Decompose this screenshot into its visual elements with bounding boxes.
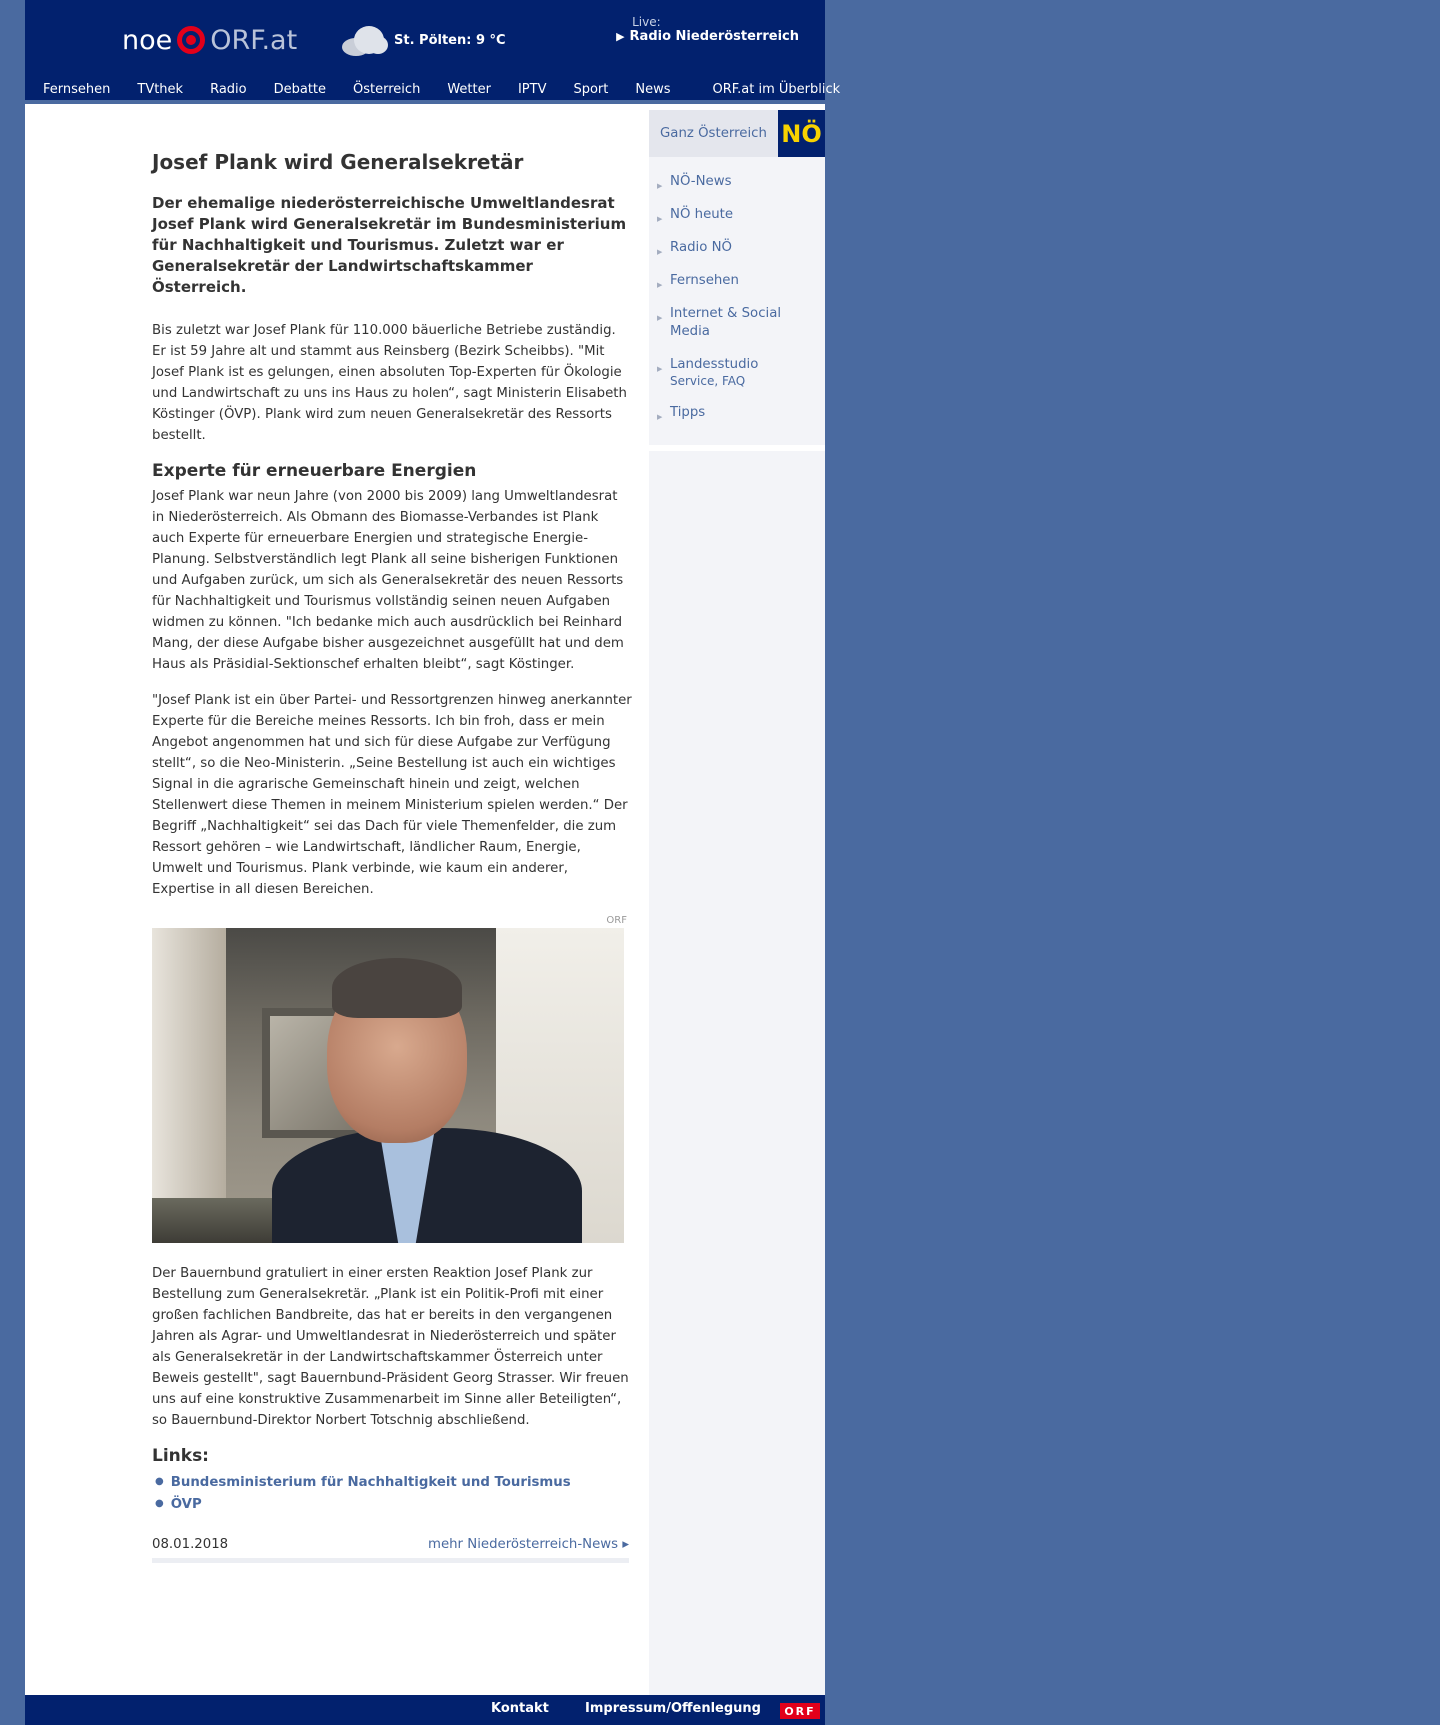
orf-logo[interactable]: ORF [780,1703,820,1719]
weather-text: St. Pölten: 9 °C [394,32,506,48]
triangle-right-icon: ▶ [657,314,663,322]
list-item [155,1472,632,1494]
live-radio-link[interactable] [616,15,799,44]
bullet-icon: ● [155,1498,164,1509]
article-photo [152,928,624,1243]
live-label: Live: [632,15,661,29]
sidebar-item-noe-news[interactable]: ▶ NÖ-News [649,173,825,191]
page [25,0,841,1725]
article [152,150,632,1563]
more-news-link[interactable] [428,1537,629,1552]
nav-item-radio[interactable]: Radio [210,81,247,97]
list-item [155,1494,632,1516]
link-ministerium[interactable]: Bundesministerium für Nachhaltigkeit und Tourismus [170,1475,571,1490]
play-icon: ▶ [616,30,625,43]
links-heading: Links: [152,1446,209,1466]
cloud-icon [342,24,388,56]
nav-divider [25,100,825,104]
nav-item-wetter[interactable]: Wetter [447,81,491,97]
nav-item-overview[interactable]: ORF.at im Überblick [712,81,841,97]
image-credit: ORF [606,915,627,926]
logo-brand: ORF.at [210,24,298,56]
article-title: Josef Plank wird Generalsekretär [152,150,524,174]
triangle-right-icon: ▶ [657,182,663,190]
nav-item-debatte[interactable]: Debatte [273,81,327,97]
weather-widget[interactable] [342,24,506,56]
header [25,0,841,104]
sidebar-item-noe-heute[interactable]: ▶ NÖ heute [649,206,825,224]
article-paragraph: "Josef Plank ist ein über Partei- und Ressortgrenzen hinweg anerkannter Experte für die Bereiche meines Ressorts. Ich bin froh, dass er mein Angebot angenommen hat und sich für diese Aufgabe zur Verfügung stellt“, so die Neo-Ministerin. „Seine Bestellung ist auch ein wichtiges Signal in die agrarische Gemeinschaft hinein und zeigt, welchen Stellenwert diese Themen in meinem Ministerium spielen werden.“ Der Begriff „Nachhaltigkeit“ sei das Dach für viele Themenfelder, die zum Ressort gehören – wie Landwirtschaft, ländlicher Raum, Energie, Umwelt und Tourismus. Plank verbinde, wie kaum ein anderer, Expertise in all diesen Bereichen. [152,693,632,897]
nav-item-tvthek[interactable]: TVthek [137,81,184,97]
sidebar-menu [649,157,825,451]
live-station-name: Radio Niederösterreich [629,29,799,44]
impressum-link[interactable]: Impressum/Offenlegung [585,1701,761,1716]
article-paragraph: Der Bauernbund gratuliert in einer ersten Reaktion Josef Plank zur Bestellung zum Generalsekretär. „Plank ist ein Politik-Profi mit einer großen fachlichen Bandbreite, das hat er bereits in den vergangenen Jahren als Agrar- und Umweltlandesrat in Niederösterreich und später als Generalsekretär in der Landwirtschaftskammer Österreich unter Beweis gestellt", sagt Bauernbund-Präsident Georg Strasser. Wir freuen uns auf eine konstruktive Zusammenarbeit im Sinne aller Beteiligten“, so Bauernbund-Direktor Norbert Totschnig abschließend. [152,1266,629,1428]
triangle-right-icon: ▶ [657,281,663,289]
article-date: 08.01.2018 [152,1537,229,1552]
arrow-right-icon: ▸ [622,1537,629,1552]
sidebar-item-fernsehen[interactable]: ▶ Fernsehen [649,272,825,290]
triangle-right-icon: ▶ [657,413,663,421]
more-news-label: mehr Niederösterreich-News [428,1537,619,1552]
link-oevp[interactable]: ÖVP [170,1497,202,1512]
triangle-right-icon: ▶ [657,215,663,223]
triangle-right-icon: ▶ [657,248,663,256]
article-footer [152,1537,629,1563]
nav-item-fernsehen[interactable]: Fernsehen [43,81,111,97]
nav-item-oesterreich[interactable]: Österreich [353,81,421,97]
sidebar-item-tipps[interactable]: ▶ Tipps [649,404,825,422]
sidebar-item-sublabel: Service, FAQ [670,374,746,388]
orf-eye-icon [177,26,205,54]
article-lead: Der ehemalige niederösterreichische Umweltlandesrat Josef Plank wird Generalsekretär im Bundesministerium für Nachhaltigkeit und Tourismus. Zuletzt war er Generalsekretär der Landwirtschaftskammer Österreich. [152,194,627,296]
noe-badge[interactable]: NÖ [778,110,825,157]
links-list [152,1472,632,1516]
nav-item-sport[interactable]: Sport [573,81,609,97]
kontakt-link[interactable]: Kontakt [491,1701,549,1716]
article-paragraph: Bis zuletzt war Josef Plank für 110.000 bäuerliche Betriebe zuständig. Er ist 59 Jahre alt und stammt aus Reinsberg (Bezirk Scheibbs). "Mit Josef Plank ist es gelungen, einen absoluten Top-Experten für Ökologie und Landwirtschaft zu uns ins Haus zu holen“, sagt Ministerin Elisabeth Köstinger (ÖVP). Plank wird zum neuen Generalsekretär des Ressorts bestellt. [152,323,627,443]
main-nav [25,78,841,100]
logo-region: noe [122,24,173,56]
article-subheading: Experte für erneuerbare Energien [152,461,477,481]
sidebar-item-landesstudio[interactable]: ▶ Landesstudio Service, FAQ [649,356,825,389]
sidebar [649,110,825,1695]
nav-item-iptv[interactable]: IPTV [517,81,547,97]
ganz-oesterreich-tab[interactable]: Ganz Österreich [649,110,778,157]
triangle-right-icon: ▶ [657,365,663,373]
footer-bar [25,1695,825,1725]
sidebar-item-internet[interactable]: ▶ Internet & Social Media [657,306,782,339]
nav-item-news[interactable]: News [635,81,671,97]
sidebar-item-radio-noe[interactable]: ▶ Radio NÖ [649,239,825,257]
bullet-icon: ● [155,1476,164,1487]
article-paragraph: Josef Plank war neun Jahre (von 2000 bis 2009) lang Umweltlandesrat in Niederösterreich. Als Obmann des Biomasse-Verbandes ist Plank auch Experte für erneuerbare Energien und strategische Energie-Planung. Selbstverständlich legt Plank all seine bisherigen Funktionen und Aufgaben zurück, um sich als Generalsekretär des neuen Ressorts für Nachhaltigkeit und Tourismus vollständig seinen neuen Aufgaben widmen zu können. "Ich bedanke mich auch ausdrücklich bei Reinhard Mang, der diese Aufgabe bisher ausgezeichnet ausgefüllt hat und dem Haus als Präsidial-Sektionschef erhalten bleibt“, sagt Köstinger. [152,489,624,672]
noe-orf-logo[interactable] [122,22,297,58]
